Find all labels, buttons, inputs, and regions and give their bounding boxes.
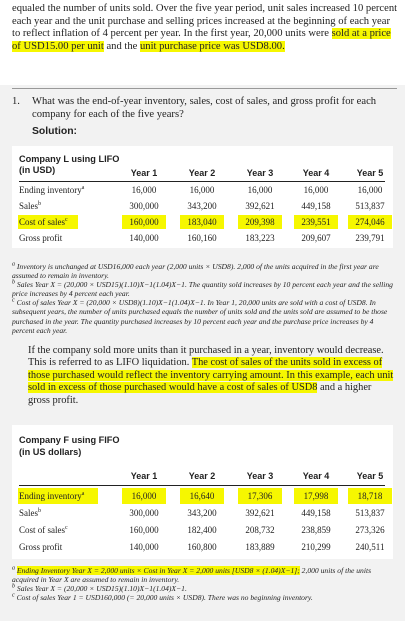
table-cell: 210,299 [301, 542, 331, 552]
year-header: Year 1 [130, 471, 158, 481]
year-header: Year 2 [188, 168, 216, 178]
table-company-f [12, 425, 393, 559]
row-label: Cost of sales$^c$ [19, 525, 68, 535]
paragraph-highlight: The cost of sales of the units sold in excess of those purchased would reflect the inventory carrying amount. In this example, each unit sold in excess of those purchased would have a cost of sales of USD8 [28, 357, 394, 394]
table-cell: 160,160 [187, 233, 217, 243]
row-label: Cost of sales$^c$ [19, 217, 68, 227]
row-label: Ending inventory$^a$ [19, 491, 85, 501]
table-cell: 449,158 [301, 508, 331, 518]
table-cell: 513,837 [355, 508, 385, 518]
table-row-highlighted [12, 488, 393, 505]
intro-text: equaled the number of units sold. Over the five year period, unit sales increased 10 percent each year and the unit purchase and selling prices increased at the beginning of each year to reflect inflation of 4 percent per year. In the first year, 20,000 units were [12, 3, 398, 40]
table-cell: 343,200 [187, 201, 217, 211]
table-header [12, 469, 393, 483]
paragraph-text-end: and a higher gross profit. [28, 382, 372, 406]
solution-heading: Solution: [32, 126, 78, 137]
table-cell: 183,040 [187, 217, 217, 227]
row-label: Sales$^b$ [19, 508, 41, 518]
year-header: Year 4 [302, 471, 330, 481]
table-cell: 239,791 [355, 233, 385, 243]
row-label: Ending inventory$^a$ [19, 185, 85, 195]
table-cell: 140,000 [129, 542, 159, 552]
table-header [12, 166, 393, 180]
table-cell: 239,551 [301, 217, 331, 227]
question [12, 96, 397, 121]
row-label: Sales$^b$ [19, 201, 41, 211]
question-text: What was the end-of-year inventory, sales, cost of sales, and gross profit for each company for each of the five years? [32, 96, 377, 120]
table-title: Company F using FIFO [19, 435, 120, 445]
note-c: $^c$ Cost of sales Year 1 = USD160,000 (= 20,000 units × USD8). There was no beginning inventory. [12, 592, 313, 603]
table-row-highlighted [12, 215, 393, 230]
year-header: Year 3 [246, 168, 274, 178]
note-a: $^a$ Inventory is unchanged at USD16,000 each year (2,000 units × USD8). 2,000 of the units acquired in the first year are assumed to remain in inventory. [12, 261, 379, 281]
question-rule [12, 88, 397, 89]
table-row [12, 523, 393, 538]
year-header: Year 5 [356, 168, 384, 178]
intro-paragraph [12, 3, 398, 53]
table-cell: 160,800 [187, 542, 217, 552]
table-cell: 392,621 [245, 201, 275, 211]
table-cell: 16,640 [189, 491, 215, 501]
table-cell: 183,223 [245, 233, 275, 243]
table-cell: 209,398 [245, 217, 275, 227]
year-header: Year 5 [356, 471, 384, 481]
table-cell: 343,200 [187, 508, 217, 518]
intro-text-and: and the [103, 40, 140, 52]
paragraph-text: If the company sold more units than it purchased in a year, inventory would decrease. This is referred to as LIFO liquidation. [28, 345, 384, 369]
row-label: Gross profit [19, 542, 63, 552]
question-number: 1. [12, 96, 20, 107]
table-cell: 17,998 [303, 491, 329, 501]
year-header: Year 1 [130, 168, 158, 178]
table-subtitle: (in USD) [19, 165, 56, 175]
table-cell: 17,306 [247, 491, 273, 501]
table-cell: 16,000 [131, 185, 157, 195]
intro-highlight-purchase: unit purchase price was USD8.00. [140, 40, 285, 52]
table-cell: 182,400 [187, 525, 217, 535]
year-header: Year 3 [246, 471, 274, 481]
note-b: $^b$ Sales Year X = (20,000 × USD15)(1.10)X−1(1.04)X−1. The quantity sold increases by 10 percent each year and the selling price increases by 4 percent each year. [12, 279, 393, 299]
header-rule [19, 485, 385, 486]
intro-highlight-price: sold at a price of USD15.00 per unit [12, 28, 391, 52]
row-label: Gross profit [19, 233, 63, 243]
table-f-notes [12, 566, 393, 602]
table-cell: 16,000 [131, 491, 157, 501]
table-cell: 140,000 [129, 233, 159, 243]
table-cell: 513,837 [355, 201, 385, 211]
table-cell: 208,732 [245, 525, 275, 535]
table-row [12, 199, 393, 214]
table-l-notes [12, 262, 393, 335]
table-cell: 238,859 [301, 525, 331, 535]
table-subtitle: (in US dollars) [19, 447, 82, 457]
table-cell: 18,718 [357, 491, 383, 501]
note-b: $^b$ Sales Year X = (20,000 × USD15)(1.10)X−1(1.04)X−1. [12, 583, 187, 594]
table-title: Company L using LIFO [19, 154, 120, 164]
table-row [12, 506, 393, 521]
year-header: Year 4 [302, 168, 330, 178]
table-cell: 16,000 [247, 185, 273, 195]
table-company-l [12, 146, 393, 248]
table-cell: 300,000 [129, 508, 159, 518]
table-cell: 273,326 [355, 525, 385, 535]
table-cell: 16,000 [303, 185, 329, 195]
table-cell: 16,000 [357, 185, 383, 195]
table-cell: 209,607 [301, 233, 331, 243]
table-row [12, 540, 393, 555]
table-row [12, 231, 393, 246]
table-cell: 16,000 [189, 185, 215, 195]
note-a: $^a$ Ending Inventory Year X = 2,000 units × Cost in Year X = 2,000 units [USD8 × (1.04)X−1]; 2,000 units of the units acquired in Year X are assumed to remain in inventory. [12, 565, 372, 585]
header-rule [19, 181, 385, 182]
table-cell: 160,000 [129, 217, 159, 227]
table-cell: 183,889 [245, 542, 275, 552]
year-header: Year 2 [188, 471, 216, 481]
table-cell: 392,621 [245, 508, 275, 518]
note-c: $^c$ Cost of sales Year X = (20,000 × USD8)(1.10)X−1(1.04)X−1. In Year 1, 20,000 units are sold with a cost of USD8. In subsequent years, the number of units purchased equals the number of units sold and the units sold are assumed to be those purchased in the year. The quantity purchased increases by 10 percent each year and the purchase price increases by 4 percent each year. [12, 297, 388, 335]
lifo-liquidation-paragraph [28, 345, 394, 407]
table-cell: 240,511 [355, 542, 385, 552]
table-cell: 449,158 [301, 201, 331, 211]
table-cell: 160,000 [129, 525, 159, 535]
table-cell: 300,000 [129, 201, 159, 211]
table-row [12, 183, 393, 198]
table-cell: 274,046 [355, 217, 385, 227]
